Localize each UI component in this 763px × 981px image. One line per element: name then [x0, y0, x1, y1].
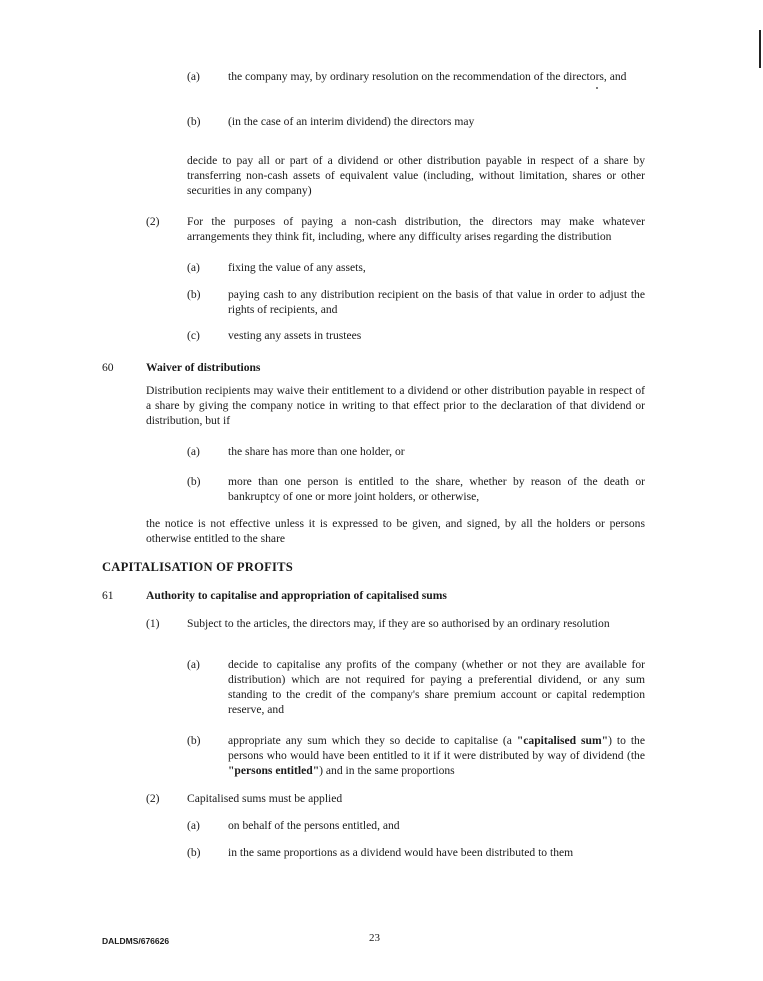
scan-edge-mark	[759, 30, 761, 68]
item-label: (b)	[187, 734, 201, 747]
item-label: (a)	[187, 658, 200, 671]
section-number: 60	[102, 361, 114, 374]
item-text: the share has more than one holder, or	[228, 445, 405, 458]
document-reference: DALDMS/676626	[102, 936, 170, 946]
page-number: 23	[369, 932, 380, 944]
item-label: (b)	[187, 288, 201, 301]
section-tail: the notice is not effective unless it is expressed to be given, and signed, by all the holders or persons otherwise entitled to the share	[146, 517, 645, 545]
item-text: fixing the value of any assets,	[228, 261, 366, 274]
defined-term: "capitalised sum"	[516, 734, 609, 747]
paragraph-text: For the purposes of paying a non-cash distribution, the directors may make whatever arrangements they think fit, including, where any difficulty arises regarding the distribution	[187, 215, 645, 243]
paragraph-text: Capitalised sums must be applied	[187, 792, 343, 805]
paragraph-label: (2)	[146, 792, 160, 805]
section-body: Distribution recipients may waive their entitlement to a dividend or other distribution payable in respect of a share by giving the company notice in writing to that effect prior to the declaration of that dividend or distribution, but if	[146, 384, 645, 427]
item-text: decide to capitalise any profits of the company (whether or not they are available for distribution) which are not required for paying a preferential dividend, or any sum standing to the credit of the company's share premium account or capital redemption reserve, and	[228, 658, 645, 716]
item-label: (a)	[187, 70, 200, 83]
paragraph-continuation: decide to pay all or part of a dividend or other distribution payable in respect of a share by transferring non-cash assets of equivalent value (including, without limitation, shares or other securities in any company)	[187, 154, 645, 197]
item-label: (b)	[187, 846, 201, 859]
scan-dot	[596, 87, 598, 89]
item-text: in the same proportions as a dividend would have been distributed to them	[228, 846, 574, 859]
part-heading: CAPITALISATION OF PROFITS	[102, 560, 293, 574]
item-text: paying cash to any distribution recipient on the basis of that value in order to adjust the rights of recipients, and	[228, 288, 645, 316]
paragraph-text: Subject to the articles, the directors may, if they are so authorised by an ordinary resolution	[187, 617, 610, 630]
item-label: (b)	[187, 475, 201, 488]
item-label: (b)	[187, 115, 201, 128]
item-label: (c)	[187, 329, 200, 342]
item-text: vesting any assets in trustees	[228, 329, 362, 342]
item-label: (a)	[187, 261, 200, 274]
item-text: appropriate any sum which they so decide to capitalise (a "capitalised sum") to the persons who would have been entitled to it if it were distributed by way of dividend (the "persons entitled") and in the same proportions	[228, 734, 646, 777]
section-title: Waiver of distributions	[146, 361, 261, 374]
item-text: on behalf of the persons entitled, and	[228, 819, 400, 832]
defined-term: "persons entitled"	[228, 764, 320, 777]
section-number: 61	[102, 589, 114, 602]
section-title: Authority to capitalise and appropriation of capitalised sums	[146, 589, 447, 602]
item-label: (a)	[187, 445, 200, 458]
item-text: the company may, by ordinary resolution on the recommendation of the directors, and	[228, 70, 627, 83]
item-text: more than one person is entitled to the share, whether by reason of the death or bankruptcy of one or more joint holders, or otherwise,	[228, 475, 645, 503]
paragraph-label: (1)	[146, 617, 160, 630]
item-text: (in the case of an interim dividend) the directors may	[228, 115, 475, 128]
paragraph-label: (2)	[146, 215, 160, 228]
item-label: (a)	[187, 819, 200, 832]
